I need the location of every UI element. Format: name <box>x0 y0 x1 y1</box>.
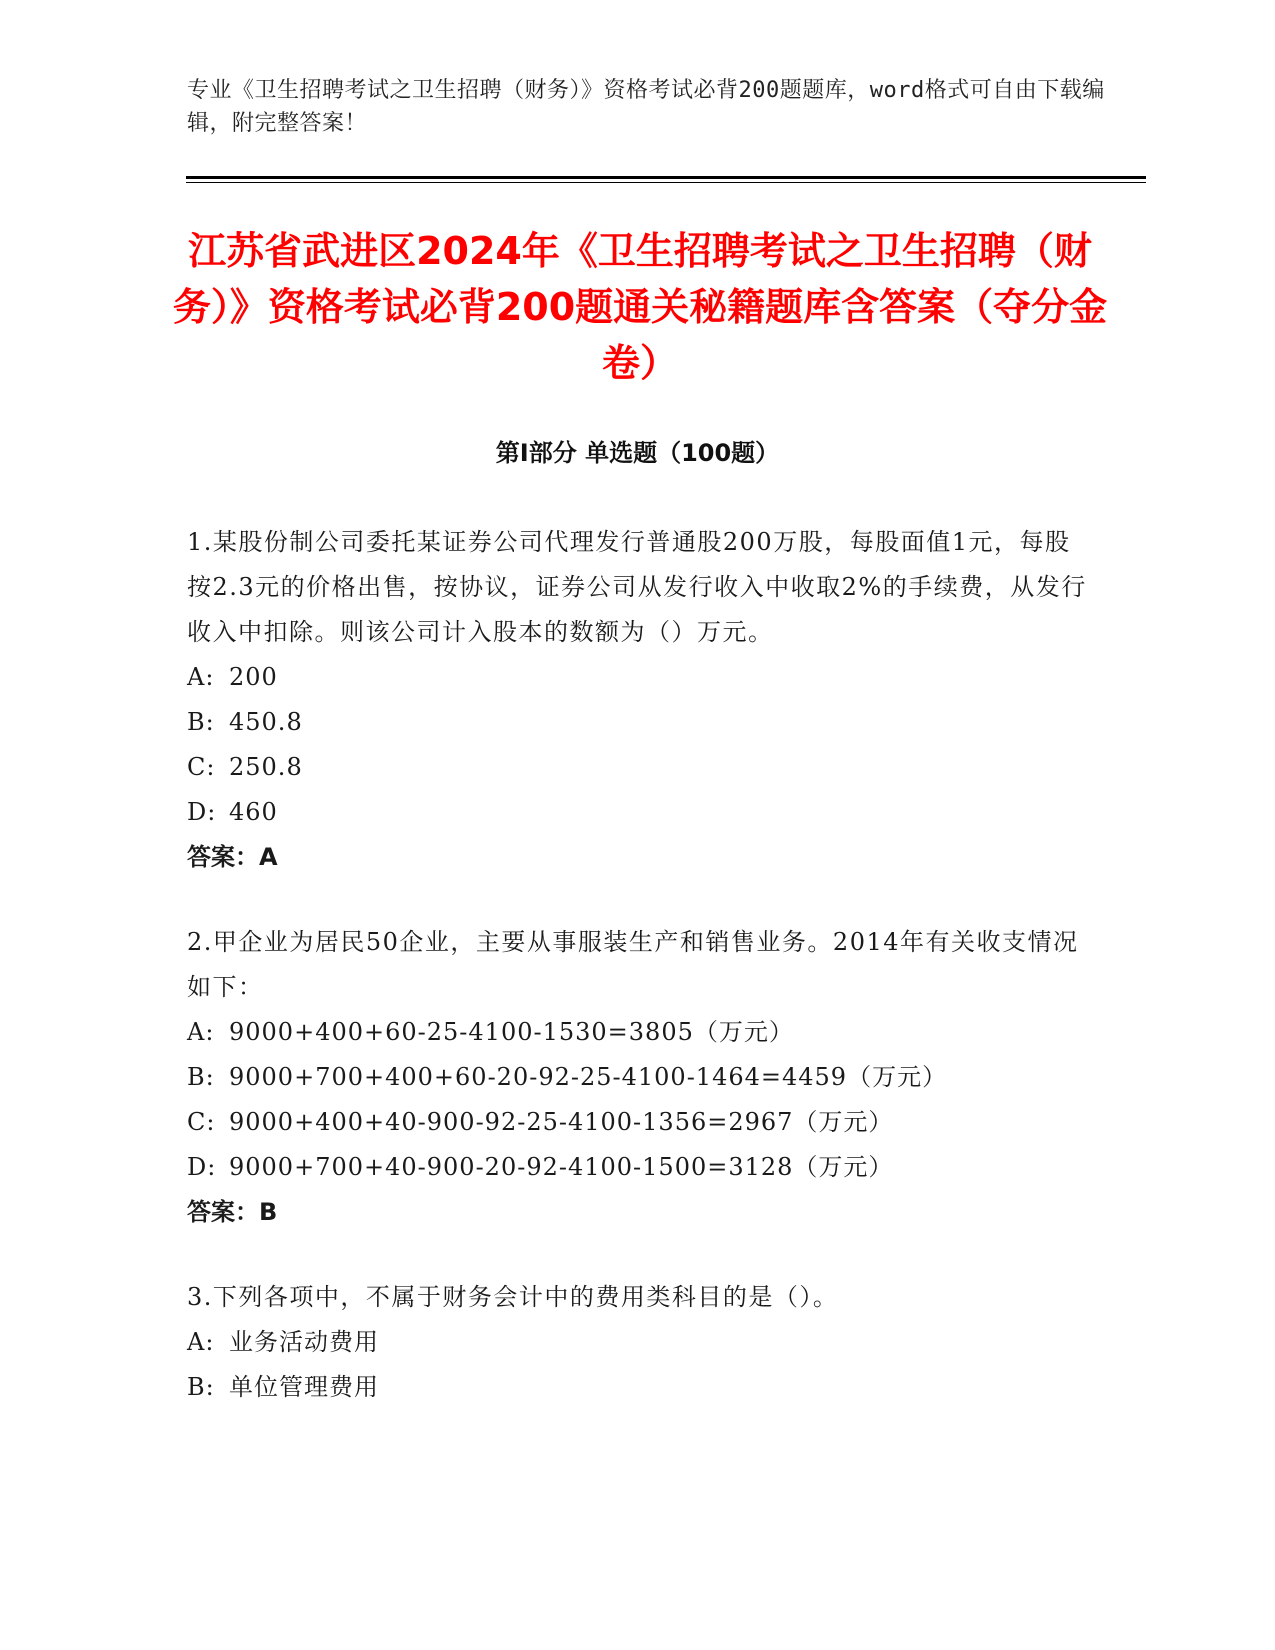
question-text: 3.下列各项中，不属于财务会计中的费用类科目的是（）。 <box>187 1283 839 1311</box>
section-heading: 第Ⅰ部分 单选题（100题） <box>495 439 780 467</box>
option-value: 200 <box>229 663 278 691</box>
question-text: 1.某股份制公司委托某证券公司代理发行普通股200万股，每股面值1元，每股按2.3元的价格出售，按协议，证券公司从发行收入中收取2%的手续费，从发行收入中扣除。则该公司计入股本的数额为（）万元。 <box>187 528 1087 646</box>
option-key: D: <box>187 1153 217 1181</box>
question-2 <box>187 920 1087 1235</box>
option-value: 9000+700+40-900-20-92-4100-1500=3128（万元） <box>229 1153 894 1181</box>
question-text: 2.甲企业为居民50企业，主要从事服装生产和销售业务。2014年有关收支情况如下： <box>187 928 1079 1001</box>
option-value: 250.8 <box>229 753 303 781</box>
option-b <box>187 700 1087 745</box>
header-rule-thick <box>186 176 1146 179</box>
option-a <box>187 655 1087 700</box>
option-key: A: <box>187 1018 215 1046</box>
document-title: 江苏省武进区2024年《卫生招聘考试之卫生招聘（财务）》资格考试必背200题通关秘籍题库含答案（夺分金卷） <box>172 229 1108 385</box>
question-3 <box>187 1275 1087 1410</box>
option-c <box>187 1100 1087 1145</box>
question-list <box>187 520 1087 1450</box>
option-value: 单位管理费用 <box>229 1373 379 1401</box>
header-rule-thin <box>186 182 1146 183</box>
option-a <box>187 1320 1087 1365</box>
option-d <box>187 790 1087 835</box>
option-key: A: <box>187 1328 215 1356</box>
option-b <box>187 1055 1087 1100</box>
answer: 答案：B <box>187 1198 278 1226</box>
option-value: 9000+400+60-25-4100-1530=3805（万元） <box>229 1018 794 1046</box>
option-value: 9000+400+40-900-92-25-4100-1356=2967（万元） <box>229 1108 894 1136</box>
option-value: 9000+700+400+60-20-92-25-4100-1464=4459（万元） <box>229 1063 948 1091</box>
option-key: D: <box>187 798 217 826</box>
option-value: 450.8 <box>229 708 303 736</box>
header-note: 专业《卫生招聘考试之卫生招聘（财务）》资格考试必背200题题库，word格式可自由下载编辑，附完整答案！ <box>187 78 1105 136</box>
option-key: B: <box>187 1063 215 1091</box>
option-value: 460 <box>229 798 278 826</box>
option-key: A: <box>187 663 215 691</box>
option-key: B: <box>187 1373 215 1401</box>
option-b <box>187 1365 1087 1410</box>
question-1 <box>187 520 1087 880</box>
answer: 答案：A <box>187 843 278 871</box>
option-value: 业务活动费用 <box>229 1328 379 1356</box>
option-c <box>187 745 1087 790</box>
option-d <box>187 1145 1087 1190</box>
option-key: C: <box>187 1108 216 1136</box>
option-key: B: <box>187 708 215 736</box>
option-key: C: <box>187 753 216 781</box>
option-a <box>187 1010 1087 1055</box>
